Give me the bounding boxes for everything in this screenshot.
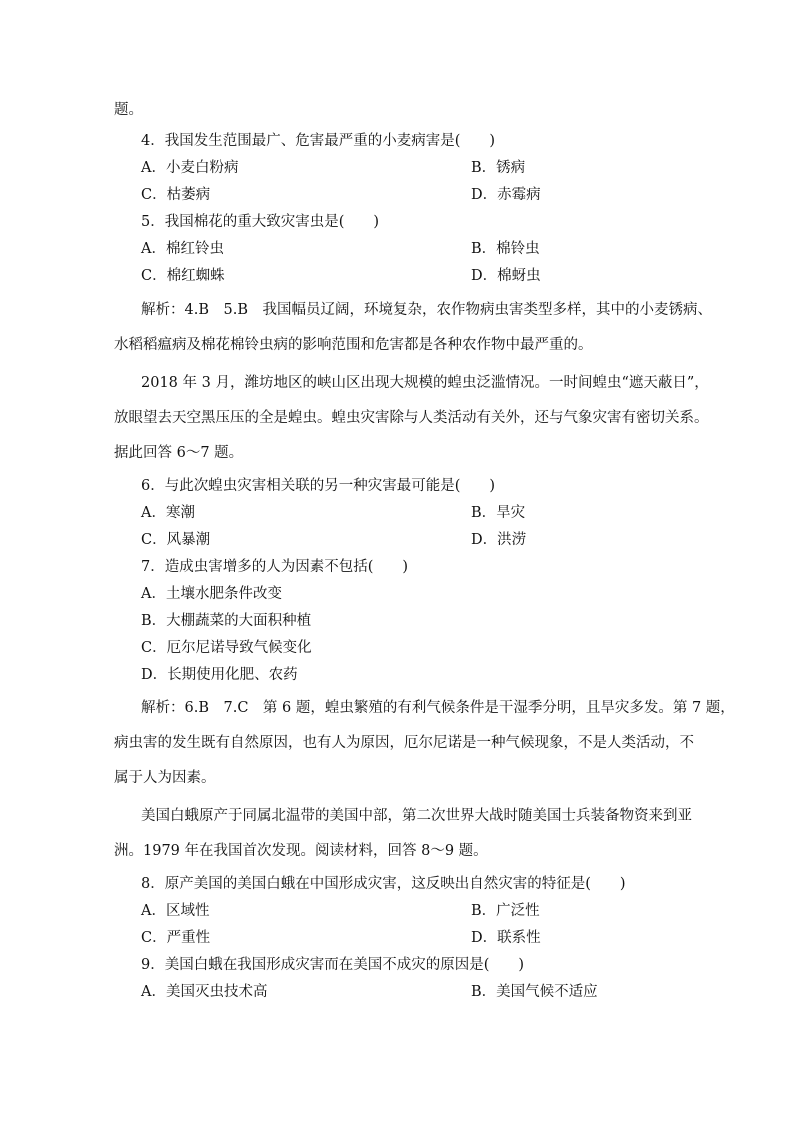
option-6c: C．风暴潮 — [141, 532, 211, 548]
option-9a: A．美国灭虫技术高 — [141, 984, 268, 1000]
option-7c: C．厄尔尼诺导致气候变化 — [141, 640, 312, 656]
question-5: 5．我国棉花的重大致灾害虫是( ) — [141, 214, 380, 230]
analysis-6-7-line2: 病虫害的发生既有自然原因，也有人为原因，厄尔尼诺是一种气候现象，不是人类活动，不 — [114, 735, 694, 751]
option-6a: A．寒潮 — [141, 505, 195, 521]
option-5d: D．棉蚜虫 — [471, 268, 541, 284]
option-4b: B．锈病 — [471, 160, 526, 176]
option-5c: C．棉红蜘蛛 — [141, 268, 225, 284]
option-4a: A．小麦白粉病 — [141, 160, 239, 176]
material-8-9-line1: 美国白蛾原产于同属北温带的美国中部，第二次世界大战时随美国士兵装备物资来到亚 — [141, 808, 692, 824]
analysis-4-5-line2: 水稻稻瘟病及棉花棉铃虫病的影响范围和危害都是各种农作物中最严重的。 — [114, 337, 593, 353]
question-8: 8．原产美国的美国白蛾在中国形成灾害，这反映出自然灾害的特征是( ) — [141, 876, 626, 892]
material-6-7-line3: 据此回答 6～7 题。 — [114, 445, 244, 461]
analysis-6-7-line3: 属于人为因素。 — [114, 770, 216, 786]
question-4: 4．我国发生范围最广、危害最严重的小麦病害是( ) — [141, 133, 496, 149]
option-8c: C．严重性 — [141, 930, 211, 946]
option-8a: A．区域性 — [141, 903, 210, 919]
analysis-6-7-line1: 解析：6.B 7.C 第 6 题，蝗虫繁殖的有利气候条件是干湿季分明，且旱灾多发。第 7 题， — [141, 700, 735, 716]
option-4d: D．赤霉病 — [471, 187, 541, 203]
material-6-7-line2: 放眼望去天空黑压压的全是蝗虫。蝗虫灾害除与人类活动有关外，还与气象灾害有密切关系。 — [114, 410, 709, 426]
option-4c: C．枯萎病 — [141, 187, 211, 203]
option-8b: B．广泛性 — [471, 903, 540, 919]
option-7a: A．土壤水肥条件改变 — [141, 586, 282, 602]
question-6: 6．与此次蝗虫灾害相关联的另一种灾害最可能是( ) — [141, 478, 496, 494]
option-8d: D．联系性 — [471, 930, 541, 946]
option-7b: B．大棚蔬菜的大面积种植 — [141, 613, 312, 629]
option-5b: B．棉铃虫 — [471, 241, 540, 257]
material-6-7-line1: 2018 年 3 月，潍坊地区的峡山区出现大规模的蝗虫泛滥情况。一时间蝗虫“遮天蔽日”， — [141, 375, 709, 391]
material-8-9-line2: 洲。1979 年在我国首次发现。阅读材料，回答 8～9 题。 — [114, 843, 488, 859]
option-9b: B．美国气候不适应 — [471, 984, 598, 1000]
option-5a: A．棉红铃虫 — [141, 241, 224, 257]
option-7d: D．长期使用化肥、农药 — [141, 667, 298, 683]
option-6b: B．旱灾 — [471, 505, 526, 521]
analysis-4-5-line1: 解析：4.B 5.B 我国幅员辽阔，环境复杂，农作物病虫害类型多样，其中的小麦锈病、 — [141, 302, 712, 318]
option-6d: D．洪涝 — [471, 532, 527, 548]
question-9: 9．美国白蛾在我国形成灾害而在美国不成灾的原因是( ) — [141, 957, 525, 973]
text-line: 题。 — [114, 102, 143, 118]
question-7: 7．造成虫害增多的人为因素不包括( ) — [141, 559, 409, 575]
